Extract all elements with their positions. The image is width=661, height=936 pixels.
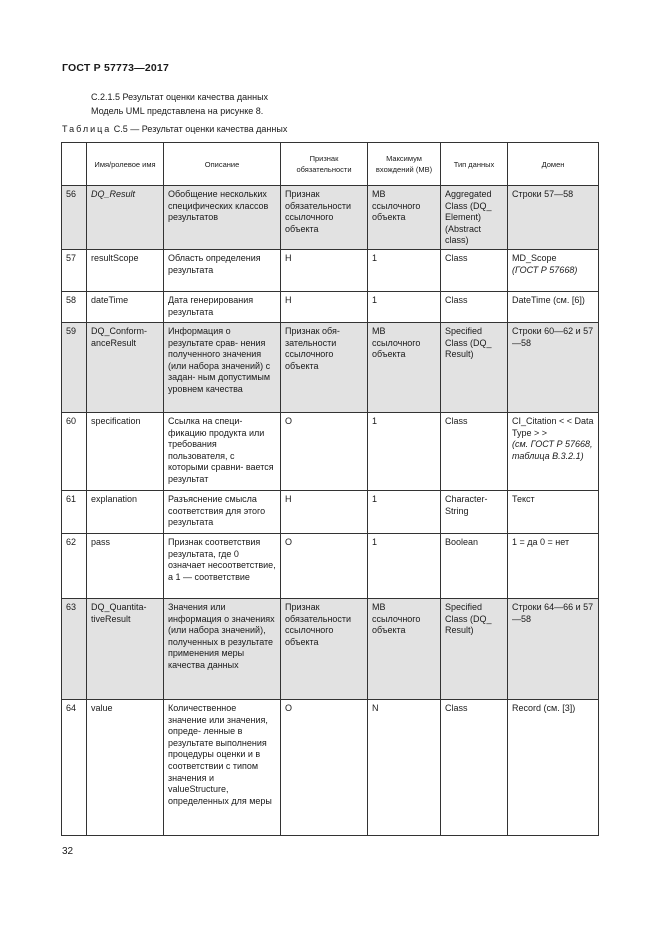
table-row: [62, 412, 599, 490]
cell-domain: [508, 412, 599, 490]
domain-reference: (ГОСТ Р 57668): [512, 264, 578, 275]
cell-obligation: Признак обязательности ссылочного объекта: [281, 598, 368, 699]
header-max-occurrence: Максимум вхождений (МВ): [368, 143, 441, 186]
cell-num: 56: [62, 186, 87, 250]
table-row: [62, 249, 599, 291]
cell-domain: Строки 60—62 и 57—58: [508, 322, 599, 412]
table-caption: [62, 124, 287, 134]
cell-num: 62: [62, 533, 87, 598]
cell-type: Boolean: [441, 533, 508, 598]
header-obligation: Признак обязательности: [281, 143, 368, 186]
cell-name: explanation: [87, 490, 164, 533]
cell-name: value: [87, 699, 164, 835]
cell-domain: DateTime (см. [6]): [508, 291, 599, 322]
cell-description: Дата генерирования результата: [164, 291, 281, 322]
header-name: Имя/ролевое имя: [87, 143, 164, 186]
cell-obligation: Н: [281, 291, 368, 322]
cell-type: Specified Class (DQ_ Result): [441, 322, 508, 412]
domain-reference: (см. ГОСТ Р 57668, таблица В.3.2.1): [512, 439, 593, 461]
intro-text: Модель UML представлена на рисунке 8.: [91, 106, 264, 116]
cell-max: 1: [368, 249, 441, 291]
cell-num: 60: [62, 412, 87, 490]
header-data-type: Тип данных: [441, 143, 508, 186]
cell-domain: Record (см. [3]): [508, 699, 599, 835]
cell-obligation: О: [281, 533, 368, 598]
cell-max: МВ ссылочного объекта: [368, 598, 441, 699]
header-num: [62, 143, 87, 186]
table-caption-text: С.5 — Результат оценки качества данных: [111, 124, 288, 134]
cell-name: DQ_Conform- anceResult: [87, 322, 164, 412]
cell-max: 1: [368, 291, 441, 322]
cell-num: 63: [62, 598, 87, 699]
cell-obligation: О: [281, 699, 368, 835]
cell-description: Ссылка на специ- фикацию продукта или требования пользователя, с которыми сравни- вается результат: [164, 412, 281, 490]
cell-description: Разъяснение смысла соответствия для этого результата: [164, 490, 281, 533]
cell-domain: Строки 57—58: [508, 186, 599, 250]
header-description: Описание: [164, 143, 281, 186]
cell-domain: Текст: [508, 490, 599, 533]
cell-obligation: О: [281, 412, 368, 490]
cell-max: 1: [368, 533, 441, 598]
cell-obligation: Н: [281, 249, 368, 291]
cell-description: Обобщение нескольких специфических классов результатов: [164, 186, 281, 250]
cell-num: 61: [62, 490, 87, 533]
table-header-row: [62, 143, 599, 186]
table-row: [62, 598, 599, 699]
cell-type: Class: [441, 699, 508, 835]
cell-type: Specified Class (DQ_ Result): [441, 598, 508, 699]
cell-type: Class: [441, 249, 508, 291]
header-domain: Домен: [508, 143, 599, 186]
table-caption-label: Таблица: [62, 124, 112, 134]
cell-name: dateTime: [87, 291, 164, 322]
cell-num: 59: [62, 322, 87, 412]
cell-name: DQ_Quantita- tiveResult: [87, 598, 164, 699]
standard-header: ГОСТ Р 57773—2017: [62, 62, 170, 74]
table-row: [62, 699, 599, 835]
cell-name: specification: [87, 412, 164, 490]
cell-description: Количественное значение или значения, опреде- ленные в результате выполнения процедуры оценки и в соответствии с типом значения и valueStructure, определенных для меры: [164, 699, 281, 835]
cell-domain: Строки 64—66 и 57—58: [508, 598, 599, 699]
table-row: [62, 186, 599, 250]
cell-obligation: Признак обязательности ссылочного объекта: [281, 186, 368, 250]
cell-max: 1: [368, 412, 441, 490]
table-row: [62, 490, 599, 533]
results-table: [61, 142, 599, 836]
cell-max: 1: [368, 490, 441, 533]
cell-type: Class: [441, 412, 508, 490]
page-number: 32: [62, 846, 74, 857]
domain-value: MD_Scope: [512, 252, 557, 263]
cell-num: 58: [62, 291, 87, 322]
table-row: [62, 322, 599, 412]
cell-type: Class: [441, 291, 508, 322]
cell-type: Aggregated Class (DQ_ Element) (Abstract class): [441, 186, 508, 250]
cell-name: resultScope: [87, 249, 164, 291]
cell-description: Информация о результате срав- нения полученного значения (или набора значений) с задан- ным допустимым уровнем качества: [164, 322, 281, 412]
cell-description: Область определения результата: [164, 249, 281, 291]
section-heading: С.2.1.5 Результат оценки качества данных: [91, 92, 269, 102]
cell-name: DQ_Result: [87, 186, 164, 250]
cell-num: 57: [62, 249, 87, 291]
cell-num: 64: [62, 699, 87, 835]
cell-description: Значения или информация о значениях (или набора значений), полученных в результате применения меры качества данных: [164, 598, 281, 699]
cell-domain: [508, 249, 599, 291]
domain-value: CI_Citation < < Data Type > >: [512, 415, 594, 438]
cell-type: Character- String: [441, 490, 508, 533]
cell-domain: 1 = да 0 = нет: [508, 533, 599, 598]
cell-obligation: Признак обя- зательности ссылочного объекта: [281, 322, 368, 412]
cell-obligation: Н: [281, 490, 368, 533]
table-row: [62, 291, 599, 322]
table-row: [62, 533, 599, 598]
cell-name: pass: [87, 533, 164, 598]
cell-description: Признак соответствия результата, где 0 означает несоответствие, а 1 — соответствие: [164, 533, 281, 598]
cell-max: МВ ссылочного объекта: [368, 186, 441, 250]
cell-max: МВ ссылочного объекта: [368, 322, 441, 412]
cell-max: N: [368, 699, 441, 835]
